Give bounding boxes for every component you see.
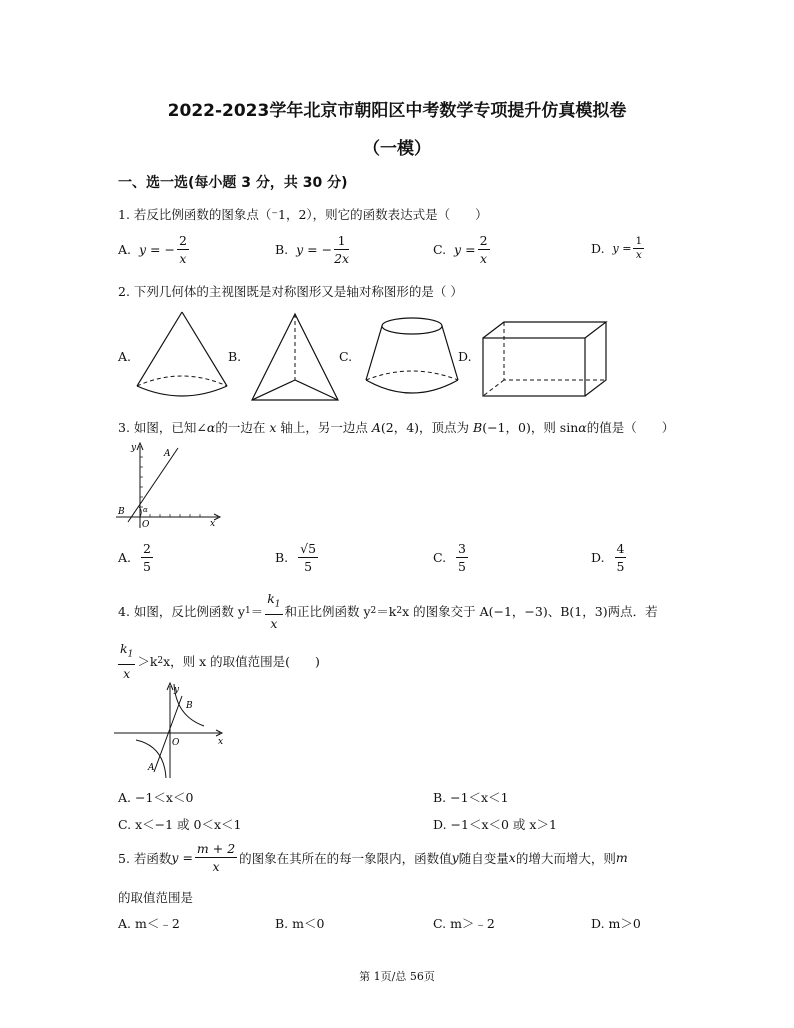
q3-fig-o-label: O	[142, 520, 150, 530]
q3-fig-b-label: B	[118, 507, 125, 517]
q3-fig-y-label: y	[131, 443, 137, 453]
question-2-stem: 2. 下列几何体的主视图既是对称图形又是轴对称图形的是（ ）	[118, 284, 463, 299]
cone-figure	[135, 310, 230, 405]
question-4-stem: 4. 如图，反比例函数 y 1 ＝ $\frac{k_1}{x}$ 和正比例函数 y 2 ＝k 2 x 的图象交于 A(−1，−3)、B(1，3)两点．若	[118, 591, 658, 631]
q4-graph-figure	[114, 682, 230, 780]
q3-fig-x-label: x	[210, 519, 216, 529]
q4-fig-x-label: x	[218, 737, 224, 747]
q2-label-d[interactable]: D.	[458, 349, 472, 364]
q5-option-c[interactable]: C. m＞﹣2	[433, 916, 495, 931]
q3-option-a[interactable]: A. $\frac{2}{5}$	[118, 541, 151, 574]
q4-option-c[interactable]: C. x＜−1 或 0＜x＜1	[118, 817, 242, 832]
question-5-stem-line2: 的取值范围是	[118, 890, 194, 905]
question-4-condition: $\frac{k_1}{x}$ ＞k 2 x，则 x 的取值范围是( )	[120, 641, 320, 681]
q3-fig-a-label: A	[164, 449, 171, 459]
q5-option-a[interactable]: A. m＜﹣2	[118, 916, 180, 931]
section-heading: 一、选一选(每小题 3 分，共 30 分)	[118, 175, 348, 191]
q4-fig-o-label: O	[172, 738, 180, 748]
q3-option-c[interactable]: C. $\frac{3}{5}$	[433, 541, 466, 574]
q1-option-b[interactable]: B. y = − $\frac{1}{2x}$	[275, 233, 350, 266]
q2-label-a[interactable]: A.	[118, 349, 132, 364]
question-1-stem: 1. 若反比例函数的图象点（⁻1，2），则它的函数表达式是（ ）	[118, 207, 488, 222]
page-subtitle: （一模）	[363, 139, 431, 159]
q1-option-c[interactable]: C. y = $\frac{2}{x}$	[433, 233, 488, 266]
q1-option-a[interactable]: A. y = − $\frac{2}{x}$	[118, 233, 187, 266]
page-footer: 第 1页/总 56页	[359, 970, 435, 983]
question-5-stem: 5. 若函数 y = $\frac{m + 2}{x}$ 的图象在其所在的每一象限内，函数值 y 随自变量 x 的增大而增大，则 m	[118, 841, 628, 874]
page-title: 2022-2023学年北京市朝阳区中考数学专项提升仿真模拟卷	[167, 101, 627, 121]
q5-option-d[interactable]: D. m＞0	[591, 916, 641, 931]
q4-option-b[interactable]: B. −1＜x＜1	[433, 790, 509, 805]
cuboid-figure	[480, 320, 610, 400]
q2-label-c[interactable]: C.	[339, 349, 353, 364]
q3-option-d[interactable]: D. $\frac{4}{5}$	[591, 541, 625, 574]
q3-option-b[interactable]: B. $\frac{√5}{5}$	[275, 541, 317, 574]
q5-option-b[interactable]: B. m＜0	[275, 916, 325, 931]
pyramid-figure	[250, 312, 340, 404]
q1-option-d[interactable]: D. y = $\frac{1}{x}$	[591, 235, 643, 261]
q2-label-b[interactable]: B.	[228, 349, 242, 364]
q4-fig-y-label: y	[174, 685, 180, 695]
q3-fig-angle-label: α	[143, 506, 148, 514]
q4-fig-a-label: A	[148, 763, 155, 773]
frustum-figure	[362, 316, 462, 402]
q4-fig-b-label: B	[186, 701, 193, 711]
q4-option-d[interactable]: D. −1＜x＜0 或 x＞1	[433, 817, 557, 832]
q4-option-a[interactable]: A. −1＜x＜0	[118, 790, 194, 805]
question-3-stem: 3. 如图，已知∠α的一边在 x 轴上，另一边点 A(2，4)，顶点为 B(−1，0)，则 sinα的值是（ ）	[118, 420, 675, 435]
q3-coordinate-figure	[116, 440, 226, 530]
